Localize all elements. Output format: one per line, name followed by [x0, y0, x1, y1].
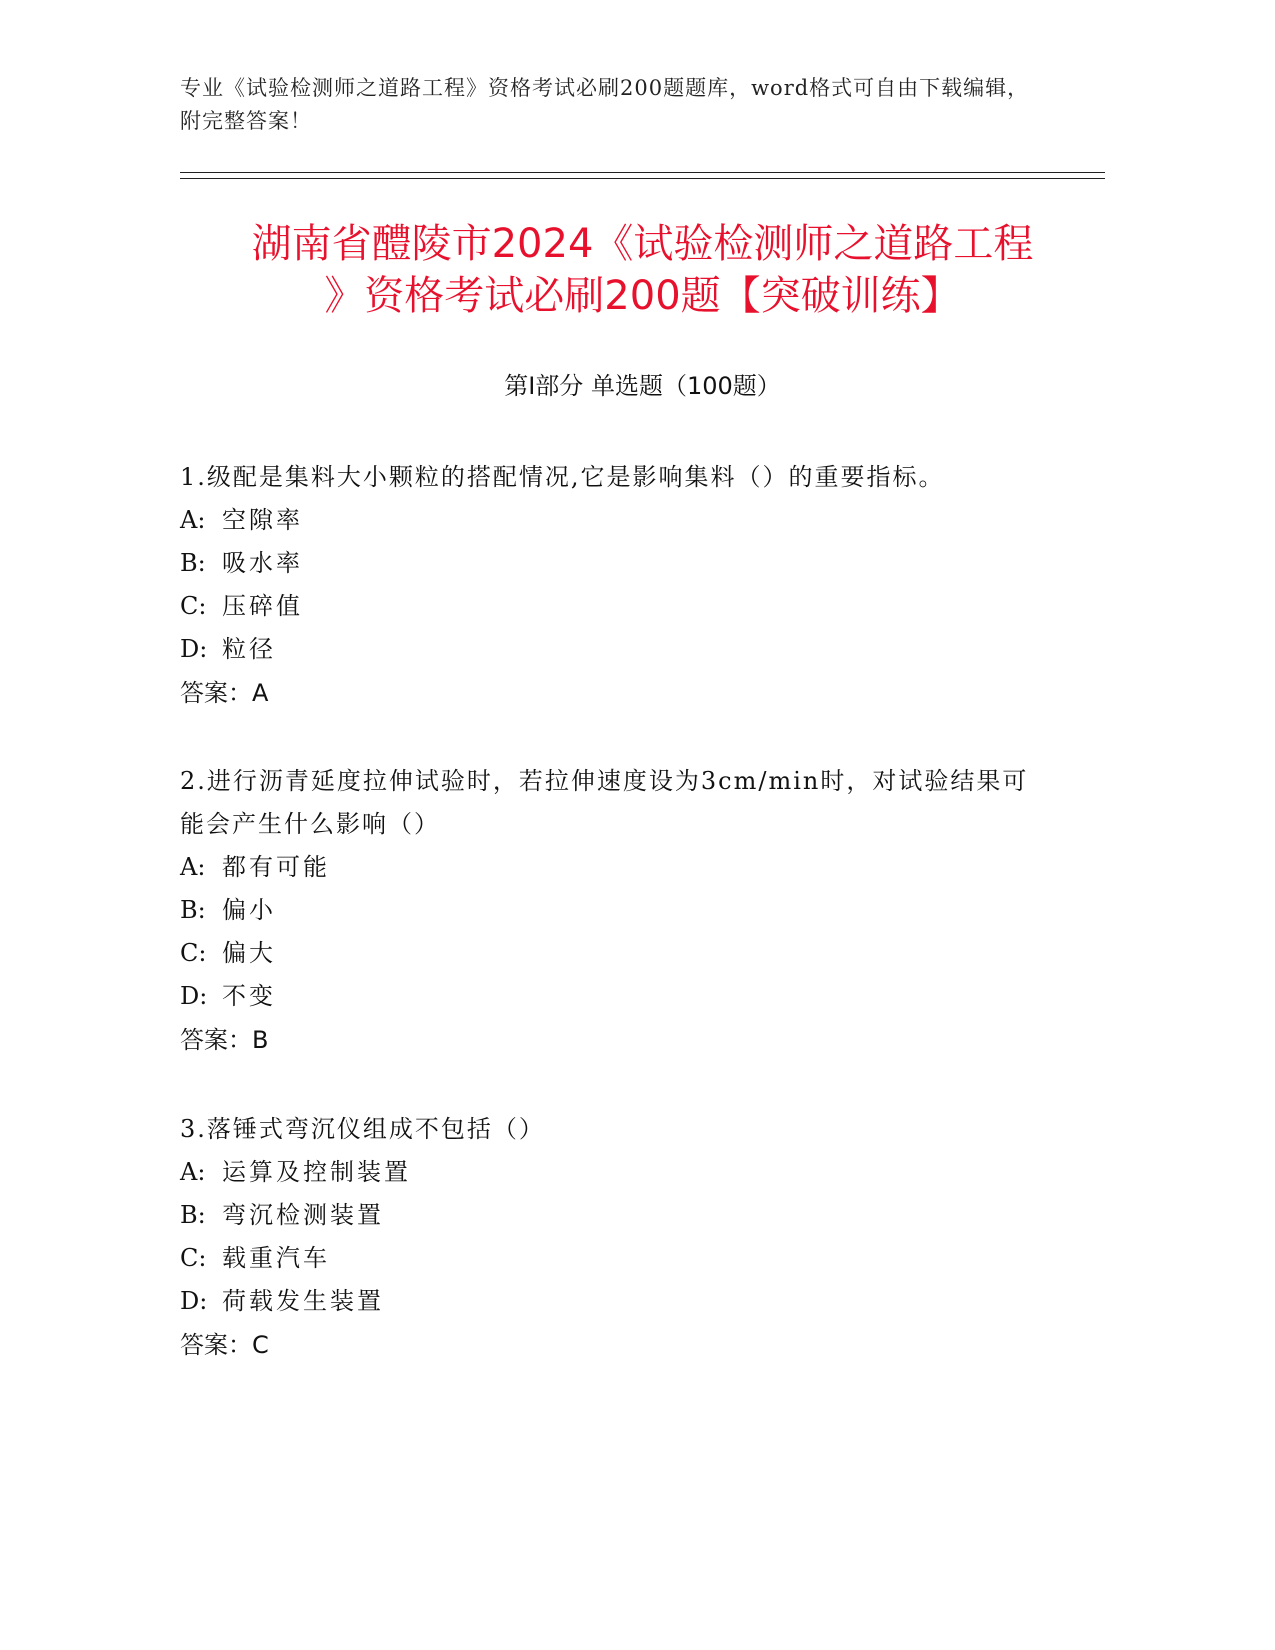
option-text: 运算及控制装置 — [222, 1158, 411, 1186]
question-stem: 1.级配是集料大小颗粒的搭配情况,它是影响集料（）的重要指标。 — [180, 463, 945, 491]
option-letter: B: — [180, 549, 206, 577]
option-letter: D: — [180, 635, 208, 663]
option-letter: A: — [180, 853, 206, 881]
section-heading: 第I部分 单选题（100题） — [504, 372, 781, 400]
option-text: 荷载发生装置 — [222, 1287, 384, 1315]
option-c — [180, 1237, 1105, 1280]
option-b — [180, 1194, 1105, 1237]
document-title — [180, 218, 1105, 322]
option-letter: C: — [180, 939, 207, 967]
header-note: 专业《试验检测师之道路工程》资格考试必刷200题题库，word格式可自由下载编辑，附完整答案！ — [180, 76, 1030, 133]
option-letter: B: — [180, 1201, 206, 1229]
option-text: 吸水率 — [222, 549, 303, 577]
option-d — [180, 1280, 1105, 1323]
answer-line: 答案：A — [180, 679, 269, 707]
option-text: 粒径 — [222, 635, 276, 663]
option-text: 载重汽车 — [222, 1244, 330, 1272]
option-c — [180, 585, 1105, 628]
option-letter: A: — [180, 506, 206, 534]
option-text: 空隙率 — [222, 506, 303, 534]
option-a — [180, 499, 1105, 542]
question-1 — [180, 456, 1105, 715]
question-2 — [180, 760, 1105, 1062]
option-text: 偏小 — [222, 896, 276, 924]
option-letter: C: — [180, 592, 207, 620]
option-b — [180, 889, 1105, 932]
option-letter: C: — [180, 1244, 207, 1272]
option-text: 弯沉检测装置 — [222, 1201, 384, 1229]
option-text: 都有可能 — [222, 853, 330, 881]
option-text: 偏大 — [222, 939, 276, 967]
question-stem: 3.落锤式弯沉仪组成不包括（） — [180, 1115, 545, 1143]
option-text: 不变 — [222, 982, 276, 1010]
option-c — [180, 932, 1105, 975]
title-line-2: 》资格考试必刷200题【突破训练】 — [324, 273, 961, 319]
option-a — [180, 1151, 1105, 1194]
answer-line: 答案：C — [180, 1331, 269, 1359]
option-letter: B: — [180, 896, 206, 924]
header-divider-top — [180, 172, 1105, 173]
option-b — [180, 542, 1105, 585]
option-d — [180, 975, 1105, 1018]
question-3 — [180, 1108, 1105, 1367]
option-letter: A: — [180, 1158, 206, 1186]
option-letter: D: — [180, 982, 208, 1010]
option-a — [180, 846, 1105, 889]
answer-line: 答案：B — [180, 1026, 269, 1054]
option-text: 压碎值 — [222, 592, 303, 620]
option-d — [180, 628, 1105, 671]
title-line-1: 湖南省醴陵市2024《试验检测师之道路工程 — [251, 221, 1034, 267]
option-letter: D: — [180, 1287, 208, 1315]
question-stem: 2.进行沥青延度拉伸试验时，若拉伸速度设为3cm/min时，对试验结果可能会产生什么影响（） — [180, 767, 1029, 838]
header-divider-bottom — [180, 178, 1105, 179]
